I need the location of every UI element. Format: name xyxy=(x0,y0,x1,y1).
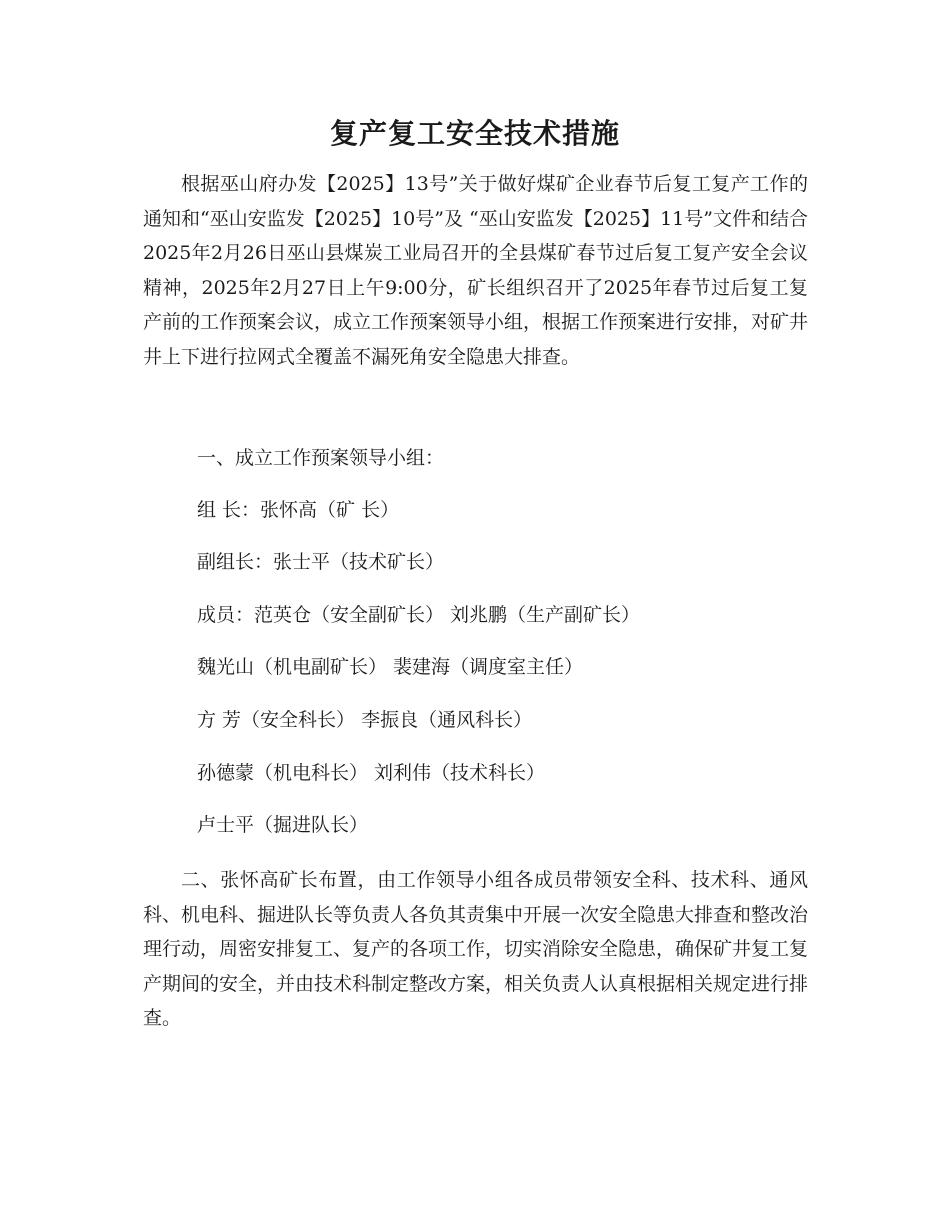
section-two-paragraph: 二、张怀高矿长布置，由工作领导小组各成员带领安全科、技术科、通风科、机电科、掘进队长等负责人各负其责集中开展一次安全隐患大排查和整改治理行动，周密安排复工、复产的各项工作，切实消除安全隐患，确保矿井复工复产期间的安全，并由技术科制定整改方案，相关负责人认真根据相关规定进行排查。 xyxy=(143,869,809,1030)
members-line: 卢士平（掘进队长） xyxy=(197,814,369,836)
members-line: 方 芳（安全科长） 李振良（通风科长） xyxy=(197,709,533,731)
document-title: 复产复工安全技术措施 xyxy=(329,117,620,150)
deputy-leader-line: 副组长：张士平（技术矿长） xyxy=(197,551,445,573)
intro-paragraph: 根据巫山府办发【2025】13号”关于做好煤矿企业春节后复工复产工作的通知和“巫山安监发【2025】10号”及 “巫山安监发【2025】11号”文件和结合2025年2月26日巫山县煤炭工业局召开的全县煤矿春节过后复工复产安全会议精神，2025年2月27日上午9:00分，矿长组织召开了2025年春节过后复工复产前的工作预案会议，成立工作预案领导小组，根据工作预案进行安排，对矿井井上下进行拉网式全覆盖不漏死角安全隐患大排查。 xyxy=(143,173,809,368)
members-line: 魏光山（机电副矿长） 裴建海（调度室主任） xyxy=(197,656,584,678)
section-one-heading: 一、成立工作预案领导小组： xyxy=(197,447,445,469)
group-leader-line: 组 长：张怀高（矿 长） xyxy=(197,499,400,521)
members-line: 成员：范英仓（安全副矿长） 刘兆鹏（生产副矿长） xyxy=(197,604,641,626)
members-line: 孙德蒙（机电科长） 刘利伟（技术科长） xyxy=(197,762,546,784)
